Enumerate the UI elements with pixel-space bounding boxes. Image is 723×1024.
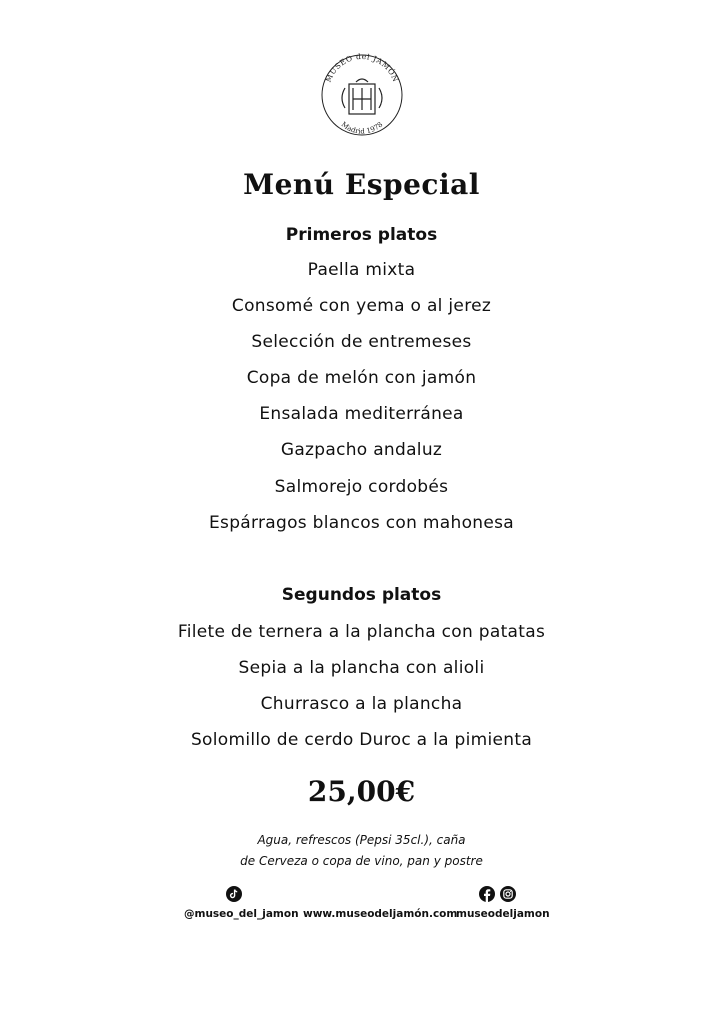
instagram-icon[interactable] — [500, 886, 516, 902]
dish-item: Consomé con yema o al jerez — [231, 296, 492, 316]
includes-note-line: Agua, refrescos (Pepsi 35cl.), caña — [257, 833, 466, 847]
tiktok-handle-link[interactable]: @museo_del_jamon — [184, 908, 299, 920]
menu-price: 25,00€ — [307, 775, 416, 808]
museo-del-jamon-logo — [320, 48, 404, 142]
primeros-heading: Primeros platos — [285, 225, 438, 245]
menu-title: Menú Especial — [243, 168, 480, 201]
dish-item: Salmorejo cordobés — [274, 477, 449, 497]
logo-bottom-text: Madrid 1978 — [339, 120, 385, 136]
svg-text:Madrid 1978 — [340, 120, 385, 135]
dish-item: Copa de melón con jamón — [246, 368, 477, 388]
social-handle-link[interactable]: museodeljamon — [456, 908, 550, 920]
dish-item: Ensalada mediterránea — [259, 404, 464, 424]
website-link[interactable]: www.museodeljamón.com — [303, 908, 458, 920]
dish-item: Solomillo de cerdo Duroc a la pimienta — [190, 730, 533, 750]
dish-item: Sepia a la plancha con alioli — [238, 658, 485, 678]
logo-top-text: MUSEO del JAMÓN — [323, 51, 401, 84]
dish-item: Churrasco a la plancha — [260, 694, 463, 714]
segundos-heading: Segundos platos — [281, 585, 442, 605]
dish-item: Selección de entremeses — [251, 332, 472, 352]
dish-item: Filete de ternera a la plancha con patatas — [177, 622, 546, 642]
dish-item: Espárragos blancos con mahonesa — [209, 513, 514, 533]
dish-item: Gazpacho andaluz — [280, 440, 443, 460]
dish-item: Paella mixta — [307, 260, 416, 280]
tiktok-icon[interactable] — [226, 886, 242, 902]
includes-note-line: de Cerveza o copa de vino, pan y postre — [240, 854, 483, 868]
facebook-icon[interactable] — [479, 886, 495, 902]
crest-icon — [342, 79, 382, 114]
